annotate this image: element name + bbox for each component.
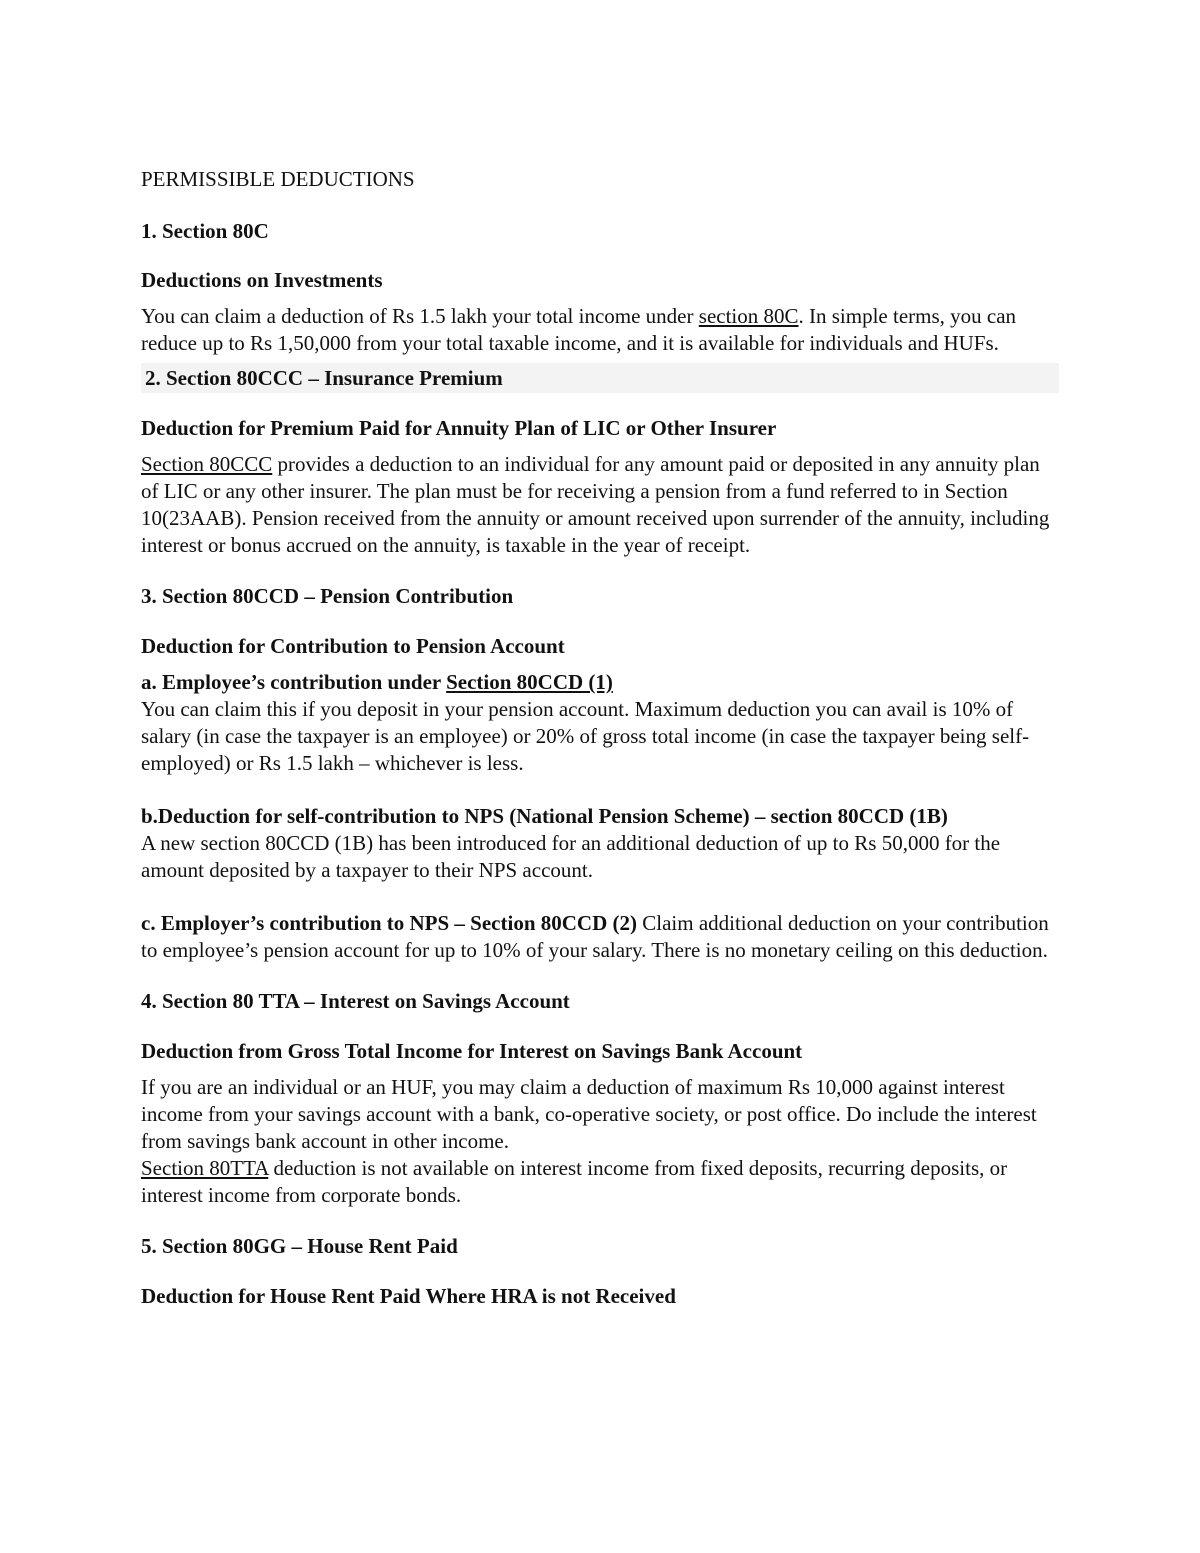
section-80ccc-text: provides a deduction to an individual for any amount paid or deposited in any annuity plan of LIC or any other insurer. The plan must be for receiving a pension from a fund referred to in Section 10(23AAB). Pension received from the annuity or amount received upon surrender of the annuity, including interest or bonus accrued on the annuity, is taxable in the year of receipt. (141, 452, 1050, 557)
section-80tta-text: deduction is not available on interest income from fixed deposits, recurring deposits, or interest income from corporate bonds. (141, 1156, 1008, 1207)
section-80ccd-a-paragraph: You can claim this if you deposit in your pension account. Maximum deduction you can avail is 10% of salary (in case the taxpayer is an employee) or 20% of gross total income (in case the taxpayer being self-employed) or Rs 1.5 lakh – whichever is less. (141, 697, 1030, 775)
section-80c-link[interactable]: section 80C (698, 304, 799, 328)
section-80tta-paragraph-1: If you are an individual or an HUF, you may claim a deduction of maximum Rs 10,000 against interest income from your savings account with a bank, co-operative society, or post office. Do include the interest from savings bank account in other income. (141, 1075, 1037, 1153)
section-80gg-heading: 5. Section 80GG – House Rent Paid (141, 1234, 458, 1258)
section-80tta-subheading: Deduction from Gross Total Income for Interest on Savings Bank Account (141, 1039, 803, 1063)
section-80gg-subheading: Deduction for House Rent Paid Where HRA is not Received (141, 1284, 676, 1308)
section-80ccd-b-heading: b.Deduction for self-contribution to NPS (National Pension Scheme) – section 80CCD (1B) (141, 804, 948, 828)
section-80c-subheading: Deductions on Investments (141, 268, 383, 292)
section-80tta-heading: 4. Section 80 TTA – Interest on Savings Account (141, 989, 570, 1013)
document-title: PERMISSIBLE DEDUCTIONS (141, 167, 415, 191)
section-80ccc-heading: 2. Section 80CCC – Insurance Premium (141, 363, 1059, 393)
section-80ccc-paragraph (141, 451, 1061, 559)
section-80c-text-after: . In simple terms, you can reduce up to Rs 1,50,000 from your total taxable income, and it is available for individuals and HUFs. (141, 304, 1017, 355)
section-80ccd-c-paragraph (141, 910, 1061, 964)
section-80ccd-heading: 3. Section 80CCD – Pension Contribution (141, 584, 514, 608)
section-80c-paragraph (141, 303, 1061, 357)
section-80ccd-c-text: Claim additional deduction on your contribution to employee’s pension account for up to 10% of your salary. There is no monetary ceiling on this deduction. (141, 911, 1049, 962)
section-80tta-link[interactable]: Section 80TTA (141, 1156, 269, 1180)
section-80ccd-1-link[interactable]: Section 80CCD (1) (446, 670, 613, 694)
section-80ccd-a-label: a. Employee’s contribution under (141, 670, 447, 694)
section-80ccd-b-paragraph: A new section 80CCD (1B) has been introduced for an additional deduction of up to Rs 50,000 for the amount deposited by a taxpayer to their NPS account. (141, 831, 1001, 882)
section-80c-text-before: You can claim a deduction of Rs 1.5 lakh your total income under (141, 304, 699, 328)
section-80tta-paragraph-2 (141, 1155, 1061, 1209)
section-80c-heading: 1. Section 80C (141, 219, 269, 243)
document-page (141, 164, 1061, 1311)
section-80ccd-a-heading (141, 669, 1061, 696)
section-80ccd-subheading: Deduction for Contribution to Pension Account (141, 634, 565, 658)
section-80ccc-link[interactable]: Section 80CCC (141, 452, 273, 476)
section-80ccd-c-label: c. Employer’s contribution to NPS – Section 80CCD (2) (141, 911, 637, 935)
section-80ccc-subheading: Deduction for Premium Paid for Annuity Plan of LIC or Other Insurer (141, 416, 777, 440)
